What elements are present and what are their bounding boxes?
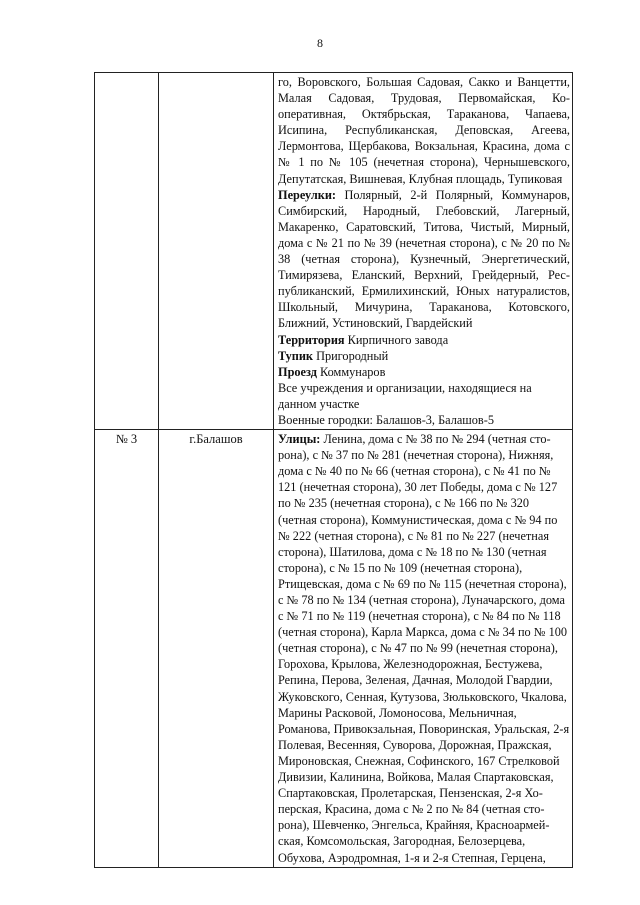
street-paragraph <box>278 364 570 380</box>
paragraph-text: Ленина, дома с № 38 по № 294 (четная сторона), с № 37 по № 281 (нечетная сторона), Нижняя, дома с № 40 по № 66 (четная сторона), с № 41 по № 121 (нечетная сторона), 30 лет Победы, дома с № 127 по № 235 (нечетная сторона), с № 166 по № 320 (четная сторона), Коммунистическая, дома с № 94 по № 222 (четная сторона), с № 81 по № 227 (нечетная сторона), Шатилова, дома с № 18 по № 130 (четная сторона), с № 15 по № 109 (нечетная сторона), Ртищевская, дома с № 69 по № 115 (нечетная сторона), с № 78 по № 134 (четная сторона), Луначарского, дома с № 71 по № 119 (нечетная сторона), с № 84 по № 118 (четная сторона), Карла Маркса, дома с № 34 по № 100 (четная сторона), с № 47 по № 99 (нечетная сторона), Горохова, Крылова, Железнодорожная, Бестужева, Репина, Перова, Зеленая, Дачная, Молодой Гвардии, Жуковского, Сенная, Кутузова, Зюльковского, Чкалова, Марины Расковой, Ломоносова, Мельничная, Романова, Привокзальная, Поворинская, Уральская, 2-я Полевая, Весенняя, Суворова, Дорожная, Пражская, Мироновская, Снежная, Софинского, 167 Стрелковой Дивизии, Калинина, Войкова, Малая Спартаковская, Спартаковская, Пролетарская, Пензенская, 2-я Хоперская, Красина, дома с № 2 по № 84 (четная сторона), Шевченко, Энгельса, Крайняя, Красноармейская, Комсомольская, Загородная, Белозерцева, Обухова, Аэродромная, 1-я и 2-я Степная, Герцена, <box>278 432 570 865</box>
street-paragraph <box>278 74 570 187</box>
paragraph-label: Проезд <box>278 364 317 379</box>
district-city: г.Балашов <box>159 430 274 868</box>
district-city <box>159 73 274 430</box>
table-row <box>95 73 573 430</box>
street-paragraph <box>278 412 570 428</box>
paragraph-text: го, Воровского, Большая Садовая, Сакко и Ванцетти, Малая Садовая, Трудовая, Первомайская, Кооперативная, Октябрьская, Тараканова, Чапаева, Исипина, Республиканская, Деповская, Агеева, Лермонтова, Щербакова, Вокзальная, Красина, дома с № 1 по № 105 (нечетная сторона), Чернышевского, Депутатская, Вишневая, Клубная площадь, Тупиковая <box>278 75 570 186</box>
paragraph-label: Улицы: <box>278 432 321 447</box>
paragraph-text: Полярный, 2-й Полярный, Коммунаров, Симбирский, Народный, Глебовский, Лагерный, Макаренко, Саратовский, Титова, Чистый, Мирный, дома с № 21 по № 39 (нечетная сторона), с № 20 по № 38 (четная сторона), Кузнечный, Энергетический, Тимирязева, Еланский, Верхний, Грейдерный, Республиканский, Ермилихинский, Юных натуралистов, Школьный, Мичурина, Тараканова, Котовского, Ближний, Устиновский, Гвардейский <box>278 187 570 331</box>
street-paragraph <box>278 380 570 412</box>
street-paragraph <box>278 431 570 866</box>
street-paragraph <box>278 332 570 348</box>
paragraph-label: Тупик <box>278 348 313 363</box>
districts-table <box>94 72 573 868</box>
table-row <box>95 430 573 868</box>
paragraph-text: Все учреждения и организации, находящиеся на данном участке <box>278 380 532 411</box>
district-number <box>95 73 159 430</box>
street-paragraph <box>278 348 570 364</box>
paragraph-text: Военные городки: Балашов-3, Балашов-5 <box>278 412 494 427</box>
district-streets <box>274 73 573 430</box>
street-paragraph <box>278 187 570 332</box>
district-streets <box>274 430 573 868</box>
paragraph-text: Пригородный <box>313 348 389 363</box>
paragraph-label: Территория <box>278 332 345 347</box>
page-number: 8 <box>317 36 323 50</box>
paragraph-text: Кирпичного завода <box>344 332 449 347</box>
paragraph-text: Коммунаров <box>316 364 386 379</box>
paragraph-label: Переулки: <box>278 187 337 202</box>
district-number: № 3 <box>95 430 159 868</box>
